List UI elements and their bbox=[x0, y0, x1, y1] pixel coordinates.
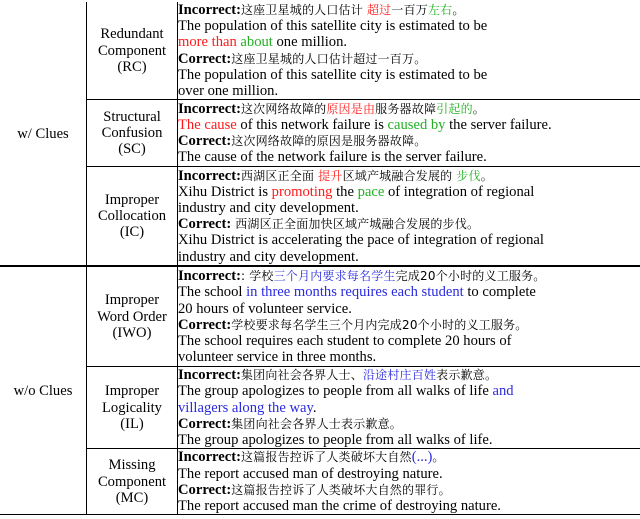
example-cell-ic bbox=[178, 167, 640, 267]
incorrect-en-line: Xihu District is promoting the pace of integration of regional bbox=[178, 183, 535, 200]
table-row-mc bbox=[0, 449, 640, 515]
incorrect-en-line: villagers along the way. bbox=[178, 399, 317, 416]
example-cell-mc bbox=[178, 449, 640, 515]
table-row-rc bbox=[0, 2, 640, 100]
correct-zh-line: Correct:这篇报告控诉了人类破坏大自然的罪行。 bbox=[178, 481, 451, 498]
incorrect-en-line: The group apologizes to people from all walks of life and bbox=[178, 383, 514, 400]
correct-en-line: Xihu District is accelerating the pace of integration of regional bbox=[178, 232, 544, 249]
incorrect-en-line: 20 hours of volunteer service. bbox=[178, 300, 352, 317]
incorrect-en-line: The population of this satellite city is estimated to be bbox=[178, 18, 488, 35]
type-cell-sc: Structural Confusion (SC) bbox=[87, 100, 178, 167]
incorrect-zh-line: Incorrect:这次网络故障的原因是由服务器故障引起的。 bbox=[178, 100, 485, 117]
type-cell-rc: Redundant Component (RC) bbox=[87, 2, 178, 100]
correct-en-line: The group apologizes to people from all walks of life. bbox=[178, 432, 493, 449]
correct-zh-line: Correct:这座卫星城的人口估计超过一百万。 bbox=[178, 50, 427, 67]
correct-en-line: over one million. bbox=[178, 83, 279, 100]
correct-zh-line: Correct:这次网络故障的原因是服务器故障。 bbox=[178, 133, 427, 150]
type-cell-il: Improper Logicality (IL) bbox=[87, 367, 178, 449]
type-cell-ic: Improper Collocation (IC) bbox=[87, 167, 178, 267]
example-cell-sc bbox=[178, 100, 640, 167]
example-cell-iwo bbox=[178, 266, 640, 367]
incorrect-en-line: The cause of this network failure is caused by the server failure. bbox=[178, 117, 552, 134]
incorrect-zh-line: Incorrect:这篇报告控诉了人类破坏大自然(...)。 bbox=[178, 449, 445, 466]
incorrect-zh-line: Incorrect:: 学校三个月内要求每名学生完成20个小时的义工服务。 bbox=[178, 268, 546, 285]
example-cell-rc bbox=[178, 2, 640, 100]
table-row-iwo bbox=[0, 266, 640, 367]
incorrect-en-line: The report accused man of destroying nature. bbox=[178, 465, 443, 482]
group-without-clues: w/o Clues bbox=[0, 266, 87, 515]
type-cell-iwo: Improper Word Order (IWO) bbox=[87, 266, 178, 367]
table-row-sc bbox=[0, 100, 640, 167]
correct-en-line: The report accused man the crime of destroying nature. bbox=[178, 497, 501, 514]
correct-zh-line: Correct:集团向社会各界人士表示歉意。 bbox=[178, 415, 403, 432]
incorrect-en-line: The school in three months requires each student to complete bbox=[178, 284, 536, 301]
incorrect-zh-line: Incorrect:集团向社会各界人士、沿途村庄百姓表示歉意。 bbox=[178, 367, 498, 384]
example-cell-il bbox=[178, 367, 640, 449]
correct-en-line: The school requires each student to complete 20 hours of bbox=[178, 332, 512, 349]
incorrect-en-line: industry and city development. bbox=[178, 200, 359, 217]
correct-zh-line: Correct: 西湖区正全面加快区域产城融合发展的步伐。 bbox=[178, 216, 480, 233]
incorrect-zh-line: Incorrect:这座卫星城的人口估计 超过一百万左右。 bbox=[178, 2, 465, 18]
incorrect-zh-line: Incorrect:西湖区正全面 提升区域产城融合发展的 步伐。 bbox=[178, 167, 493, 184]
error-type-table bbox=[0, 2, 640, 515]
correct-zh-line: Correct:学校要求每名学生三个月内完成20个小时的义工服务。 bbox=[178, 316, 528, 333]
type-cell-mc: Missing Component (MC) bbox=[87, 449, 178, 515]
correct-en-line: The population of this satellite city is estimated to be bbox=[178, 66, 488, 83]
correct-en-line: The cause of the network failure is the server failure. bbox=[178, 149, 487, 166]
table-row-il bbox=[0, 367, 640, 449]
table-row-ic bbox=[0, 167, 640, 267]
group-with-clues: w/ Clues bbox=[0, 2, 87, 266]
correct-en-line: volunteer service in three months. bbox=[178, 349, 377, 366]
correct-en-line: industry and city development. bbox=[178, 248, 359, 265]
incorrect-en-line: more than about one million. bbox=[178, 34, 348, 51]
